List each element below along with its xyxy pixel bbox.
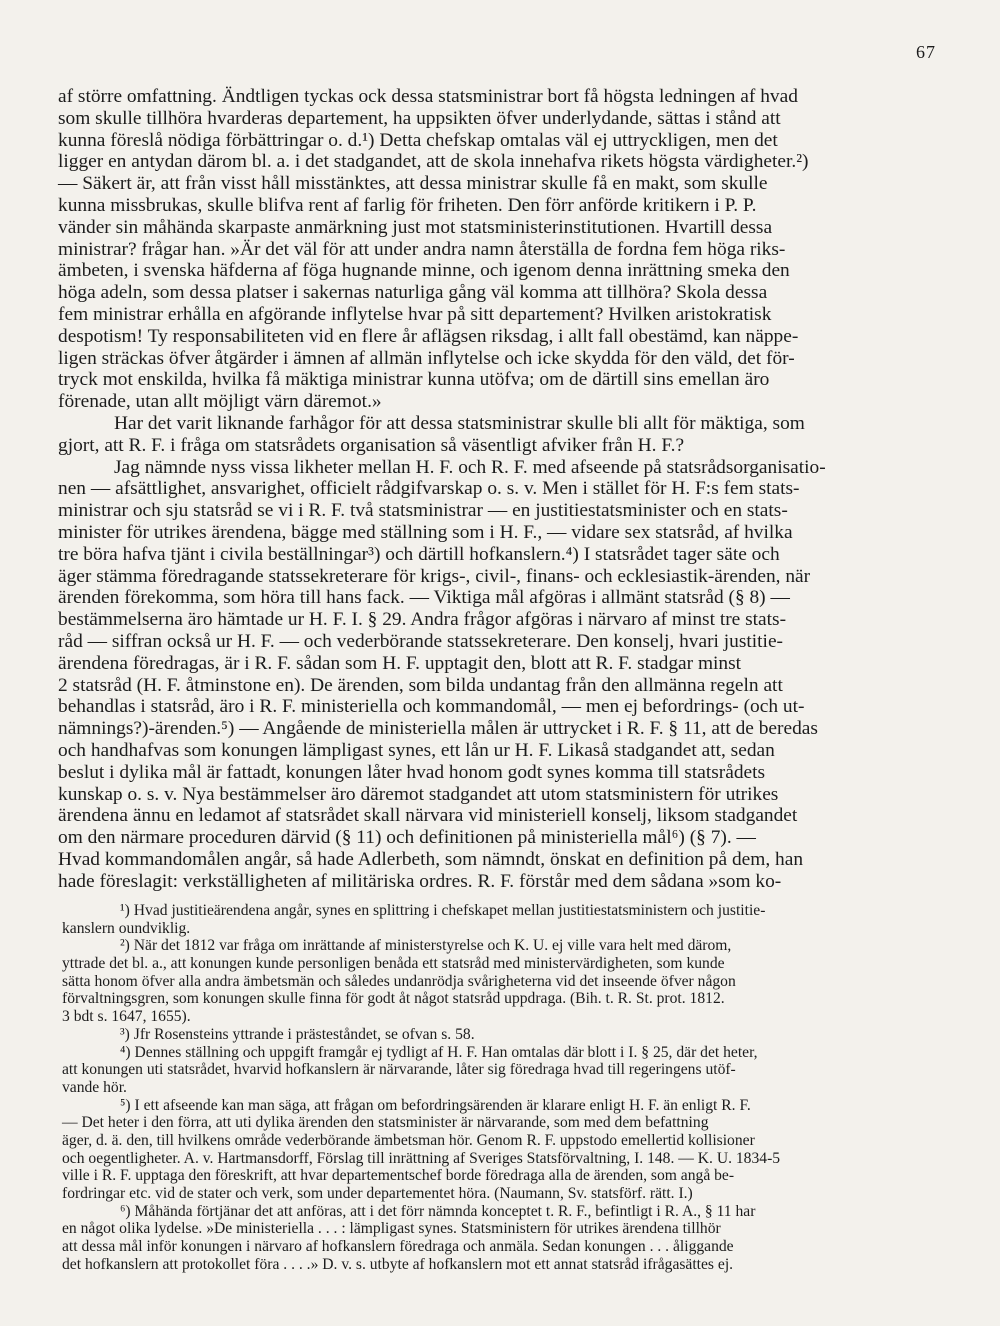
footnote-line: ¹) Hvad justitieärendena angår, synes en splittring i chefskapet mellan justitiestatsministern och justitie- [120, 902, 766, 919]
footnote-line: att konungen uti statsrådet, hvarvid hofkanslern är närvarande, låter sig föredraga hvad till regeringens utöf- [62, 1061, 736, 1079]
footnote-rule [62, 888, 222, 889]
body-line: fem ministrar erhålla en afgörande inflytelse hvar på sitt departement? Hvilken aristokratisk [58, 303, 772, 325]
page-number: 67 [916, 42, 936, 62]
body-line: ärendena föredragas, är i R. F. sådan som H. F. upptagit den, blott att R. F. stadgar minst [58, 652, 742, 674]
body-line: — Säkert är, att från visst håll misstänktes, att dessa ministrar skulle få en makt, som skulle [58, 173, 768, 195]
body-line: och handhafvas som konungen lämpligast synes, ett lån ur H. F. Likaså stadgandet att, sedan [58, 739, 775, 761]
footnote-line: yttrade det bl. a., att konungen kunde personligen benåda ett statsråd med ministervärdigheten, som kunde [62, 955, 725, 973]
footnote-line: — Det heter i den förra, att uti dylika ärenden den statsminister är närvarande, som med dem befattning [62, 1114, 709, 1132]
body-line: ministrar? frågar han. »Är det väl för att under andra namn återställa de fordna fem höga riks- [58, 238, 786, 260]
body-line: 2 statsråd (H. F. åtminstone en). De ärenden, som bilda undantag från den allmänna regeln att [58, 674, 783, 696]
body-line: Har det varit liknande farhågor för att dessa statsministrar skulle bli allt för mäktiga, som [114, 412, 805, 434]
footnote-line: ⁶) Måhända förtjänar det att anföras, att i det förr nämnda konceptet t. R. F., befintligt i R. A., § 11 har [120, 1202, 756, 1220]
footnote-line: sätta honom öfver alla andra ämbetsmän och således undanrödja svårigheterna vid det inseende öfver någon [62, 972, 736, 990]
body-line: råd — siffran också ur H. F. — och vederbörande statssekreterare. Den konselj, hvari justitie- [58, 630, 784, 652]
footnote-line: förvaltningsgren, som konungen skulle finna för godt åt något statsråd uppdraga. (Bih. t. R. St. prot. 1812. [62, 990, 725, 1008]
body-line: Jag nämnde nyss vissa likheter mellan H. F. och R. F. med afseende på statsrådsorganisatio- [114, 456, 826, 478]
body-line: ärendena ännu en ledamot af statsrådet skall närvara vid ministeriell konselj, liksom stadgandet [58, 805, 798, 827]
body-line: hade föreslagit: verkställigheten af militäriska ordres. R. F. förstår med dem sådana »som ko- [58, 870, 782, 892]
body-line: nämnings?)-ärenden.⁵) — Angående de ministeriella målen är uttrycket i R. F. § 11, att de beredas [58, 718, 818, 740]
body-line: om den närmare proceduren därvid (§ 11) och definitionen på ministeriella mål⁶) (§ 7). — [58, 827, 756, 849]
footnote-line: fordringar etc. vid de stater och verk, som under departementet höra. (Naumann, Sv. statsförf. rätt. I.) [62, 1185, 693, 1202]
body-line: förenade, utan allt möjligt värn däremot.» [58, 391, 382, 413]
body-line: kunna missbrukas, skulle blifva rent af farlig för friheten. Den förr anförde kritikern i P. P. [58, 194, 757, 216]
body-line: nen — afsättlighet, ansvarighet, officielt rådgifvarskap o. s. v. Men i stället för H. F:s fem stats- [58, 478, 800, 500]
body-line: kunskap o. s. v. Nya bestämmelser äro däremot stadgandet att utom statsministern för utrikes [58, 783, 779, 805]
footnote-line: ⁵) I ett afseende kan man säga, att frågan om befordringsärenden är klarare enligt H. F. än enligt R. F. [120, 1096, 751, 1114]
footnote-line: att dessa mål inför konungen i närvaro af hofkanslern föredraga och anmäla. Sedan konungen . . . åliggande [62, 1238, 734, 1256]
footnote-line: det hofkanslern att protokollet föra . . . .» D. v. s. utbyte af hofkanslern mot ett annat statsråd ifrågasättes ej. [62, 1255, 734, 1273]
body-line: ministrar och sju statsråd se vi i R. F. två statsministrar — en justitiestatsminister och en stats- [58, 500, 788, 522]
footnote-line: ville i R. F. upptaga den föreskrift, att hvar departementschef borde föredraga alla de ärenden, som angå be- [62, 1167, 735, 1185]
footnote-line: och oegentligheter. A. v. Hartmansdorff, Förslag till inrättning af Sveriges Statsförvaltning, I. 148. — K. U. 1834-5 [62, 1149, 781, 1167]
footnote-line: ²) När det 1812 var fråga om inrättande af ministerstyrelse och K. U. ej ville vara helt med därom, [120, 937, 732, 955]
body-line: som skulle tillhöra hvarderas departement, ha uppsikten öfver underlydande, sättas i stånd att [58, 107, 781, 129]
footnote-line: kanslern oundviklig. [62, 919, 191, 937]
body-line: höga adeln, som dessa platser i sakernas naturliga gång väl komma att tillhöra? Skola dessa [58, 282, 768, 304]
body-line: ämbeten, i svenska häfderna af föga hugnande minne, och igenom denna inrättning smeka den [58, 260, 790, 282]
body-line: minister för utrikes ärendena, bägge med ställning som i H. F., — vidare sex statsråd, af hvilka [58, 521, 793, 543]
footnotes [62, 902, 930, 1273]
footnote-line: en något olika lydelse. »De ministeriella . . . : lämpligast synes. Statsministern för utrikes ärendena tillhör [62, 1220, 721, 1238]
footnote-line: vande hör. [62, 1078, 127, 1096]
body-line: ligger en antydan därom bl. a. i det stadgandet, att de skola innehafva rikets högsta värdigheter.²) [58, 151, 809, 173]
body-line: tryck mot enskilda, hvilka få mäktiga ministrar kunna utöfva; om de därtill sins emellan äro [58, 369, 770, 391]
body-line: kunna föreslå nödiga förbättringar o. d.¹) Detta chefskap omtalas väl ej uttryckligen, men det [58, 129, 778, 151]
body-text [58, 86, 924, 892]
footnote-line: 3 bdt s. 1647, 1655). [62, 1008, 191, 1026]
body-line: äger stämma föredragande statssekreterare för krigs-, civil-, finans- och ecklesiastik-ärenden, när [58, 565, 811, 587]
body-line: tre böra hafva tjänt i civila beställningar³) och därtill hofkanslern.⁴) I statsrådet tager säte och [58, 543, 780, 565]
footnote-line: ⁴) Dennes ställning och uppgift framgår ej tydligt af H. F. Han omtalas där blott i I. § 25, där det heter, [120, 1043, 758, 1061]
body-line: ligen sträckas öfver åtgärder i ämnen af allmän inflytelse och icke skydda för den väld, det för- [58, 347, 795, 369]
footnote-line: ³) Jfr Rosensteins yttrande i prästeståndet, se ofvan s. 58. [120, 1025, 475, 1043]
body-line: ärenden förekomma, som höra till hans fack. — Viktiga mål afgöras i allmänt statsråd (§ 8) — [58, 587, 790, 609]
body-line: bestämmelserna äro hämtade ur H. F. I. § 29. Andra frågor afgöras i närvaro af minst tre stats- [58, 609, 787, 631]
body-line: beslut i dylika mål är fattadt, konungen låter hvad honom godt synes komma till statsrådets [58, 761, 766, 783]
body-line: af större omfattning. Ändtligen tyckas ock dessa statsministrar bort få högsta ledningen af hvad [58, 86, 798, 107]
footnote-line: äger, d. ä. den, till hvilkens område vederbörande ämbetsman hör. Genom R. F. uppstodo emellertid kollisioner [62, 1131, 755, 1149]
body-line: despotism! Ty responsabiliteten vid en flere år aflägsen riksdag, i allt fall obestämd, kan näppe- [58, 325, 799, 347]
body-line: Hvad kommandomålen angår, så hade Adlerbeth, som nämndt, önskat en definition på dem, han [58, 848, 804, 870]
body-line: gjort, att R. F. i fråga om statsrådets organisation så väsentligt afviker från H. F.? [58, 434, 685, 456]
body-line: vänder sin måhända skarpaste anmärkning just mot statsministerinstitutionen. Hvartill dessa [58, 216, 773, 238]
body-line: behandlas i statsråd, äro i R. F. ministeriella och kommandomål, — men ej befordrings- (och ut- [58, 696, 805, 718]
